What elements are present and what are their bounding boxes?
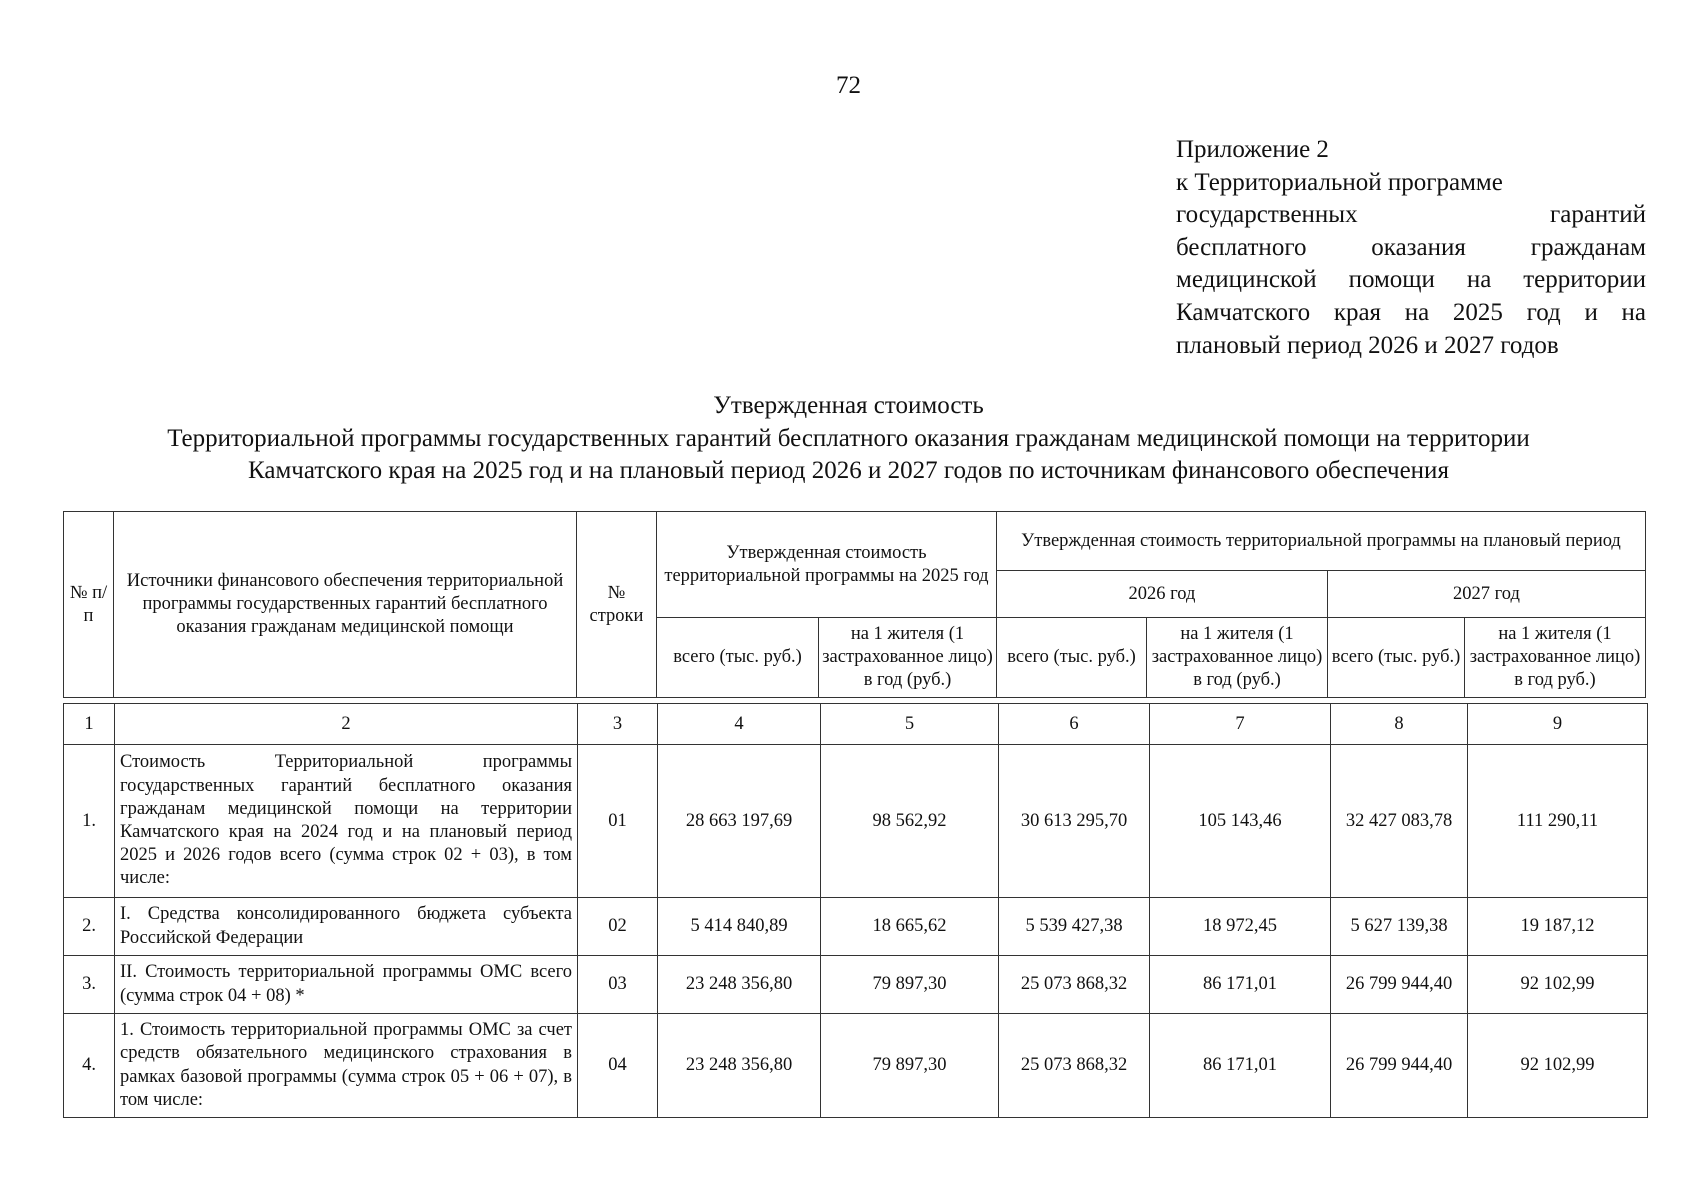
header-col-4: всего (тыс. руб.) (657, 618, 819, 698)
row-description: 1. Стоимость территориальной программы ОМС за счет средств обязательного медицинского страхования в рамках базовой программы (сумма строк 05 + 06 + 07), в том числе: (115, 1014, 578, 1118)
header-col-7: на 1 жителя (1 застрахованное лицо) в год (руб.) (1147, 618, 1328, 698)
row-code: 01 (578, 745, 658, 898)
row-num: 3. (64, 956, 115, 1014)
row-num: 2. (64, 898, 115, 956)
table-header (63, 511, 1646, 698)
document-title (0, 390, 1697, 488)
value-cell: 111 290,11 (1468, 745, 1648, 898)
header-year-2026: 2026 год (997, 571, 1328, 618)
appendix-line: Камчатского края на 2025 год и на (1176, 298, 1646, 326)
value-cell: 26 799 944,40 (1331, 1014, 1468, 1118)
value-cell: 86 171,01 (1150, 956, 1331, 1014)
value-cell: 92 102,99 (1468, 956, 1648, 1014)
appendix-line: Приложение 2 (1176, 136, 1329, 163)
column-number-row (64, 704, 1648, 745)
column-number: 6 (999, 704, 1150, 745)
value-cell: 32 427 083,78 (1331, 745, 1468, 898)
value-cell: 18 665,62 (821, 898, 999, 956)
row-code: 03 (578, 956, 658, 1014)
value-cell: 5 627 139,38 (1331, 898, 1468, 956)
header-col-9: на 1 жителя (1 застрахованное лицо) в год руб.) (1465, 618, 1646, 698)
value-cell: 26 799 944,40 (1331, 956, 1468, 1014)
value-cell: 19 187,12 (1468, 898, 1648, 956)
header-col-5: на 1 жителя (1 застрахованное лицо) в год (руб.) (819, 618, 997, 698)
page-number: 72 (836, 72, 861, 99)
row-num: 1. (64, 745, 115, 898)
title-line: Камчатского края на 2025 год и на плановый период 2026 и 2027 годов по источникам финансового обеспечения (248, 457, 1449, 484)
row-description: II. Стоимость территориальной программы ОМС всего (сумма строк 04 + 08) * (115, 956, 578, 1014)
header-num: № п/п (64, 512, 114, 698)
row-code: 02 (578, 898, 658, 956)
value-cell: 23 248 356,80 (658, 956, 821, 1014)
column-number: 1 (64, 704, 115, 745)
header-approved-2025: Утвержденная стоимость территориальной программы на 2025 год (657, 512, 997, 618)
header-row-number: № строки (577, 512, 657, 698)
header-approved-planned: Утвержденная стоимость территориальной программы на плановый период (997, 512, 1646, 571)
value-cell: 5 539 427,38 (999, 898, 1150, 956)
value-cell: 79 897,30 (821, 956, 999, 1014)
column-number: 9 (1468, 704, 1648, 745)
header-col-6: всего (тыс. руб.) (997, 618, 1147, 698)
value-cell: 23 248 356,80 (658, 1014, 821, 1118)
title-line: Территориальной программы государственных гарантий бесплатного оказания гражданам медицинской помощи на территории (167, 424, 1530, 452)
header-year-2027: 2027 год (1328, 571, 1646, 618)
appendix-line: к Территориальной программе (1176, 168, 1503, 196)
value-cell: 28 663 197,69 (658, 745, 821, 898)
value-cell: 30 613 295,70 (999, 745, 1150, 898)
row-description: I. Средства консолидированного бюджета субъекта Российской Федерации (115, 898, 578, 956)
appendix-line: государственных гарантий (1176, 201, 1646, 229)
table-row (64, 1014, 1648, 1118)
value-cell: 105 143,46 (1150, 745, 1331, 898)
column-number: 3 (578, 704, 658, 745)
value-cell: 86 171,01 (1150, 1014, 1331, 1118)
row-description: Стоимость Территориальной программы государственных гарантий бесплатного оказания гражданам медицинской помощи на территории Камчатского края на 2024 год и на плановый период 2025 и 2026 годов всего (сумма строк 02 + 03), в том числе: (115, 745, 578, 898)
header-source: Источники финансового обеспечения территориальной программы государственных гарантий бесплатного оказания гражданам медицинской помощи (114, 512, 577, 698)
title-line: Утвержденная стоимость (713, 392, 984, 419)
data-table (63, 703, 1648, 1118)
value-cell: 5 414 840,89 (658, 898, 821, 956)
appendix-line: медицинской помощи на территории (1176, 266, 1646, 294)
row-code: 04 (578, 1014, 658, 1118)
row-num: 4. (64, 1014, 115, 1118)
table-row (64, 745, 1648, 898)
column-number: 2 (115, 704, 578, 745)
column-number: 8 (1331, 704, 1468, 745)
header-col-8: всего (тыс. руб.) (1328, 618, 1465, 698)
appendix-note (1176, 134, 1646, 362)
appendix-line: бесплатного оказания гражданам (1176, 233, 1646, 261)
appendix-line: плановый период 2026 и 2027 годов (1176, 331, 1559, 359)
value-cell: 79 897,30 (821, 1014, 999, 1118)
value-cell: 98 562,92 (821, 745, 999, 898)
table-row (64, 898, 1648, 956)
table-row (64, 956, 1648, 1014)
value-cell: 18 972,45 (1150, 898, 1331, 956)
column-number: 4 (658, 704, 821, 745)
value-cell: 25 073 868,32 (999, 956, 1150, 1014)
value-cell: 25 073 868,32 (999, 1014, 1150, 1118)
column-number: 7 (1150, 704, 1331, 745)
value-cell: 92 102,99 (1468, 1014, 1648, 1118)
column-number: 5 (821, 704, 999, 745)
